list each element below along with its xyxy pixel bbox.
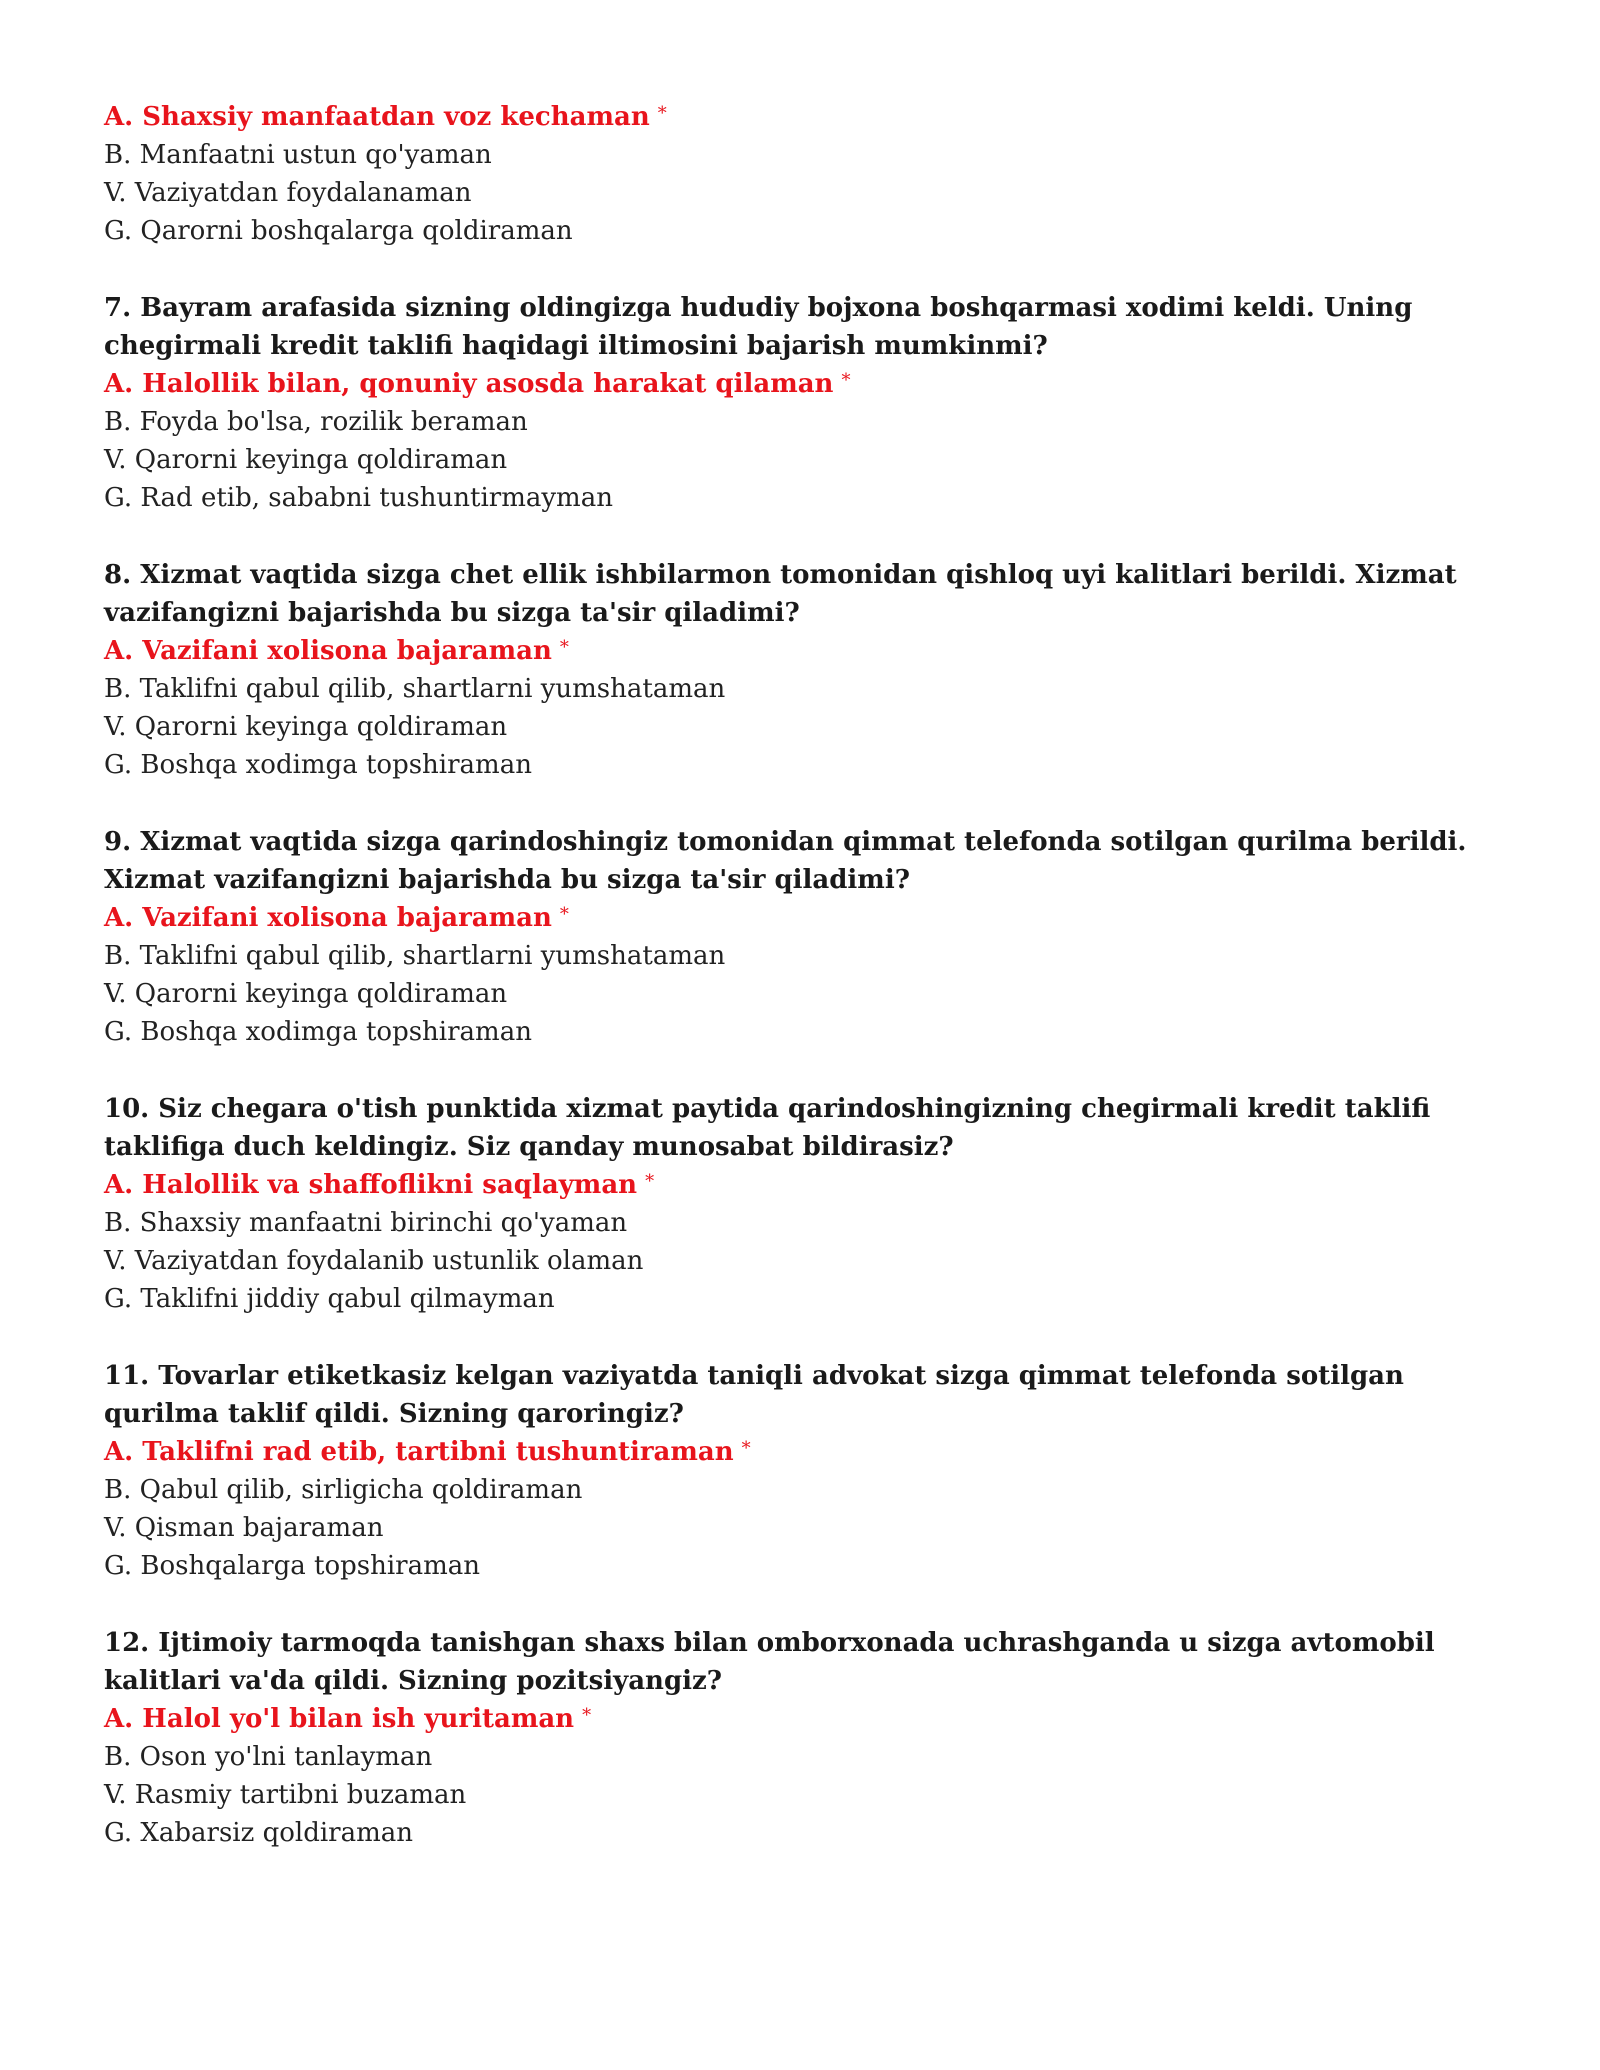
document-page [104,98,1514,1891]
correct-marker: * [645,1171,655,1192]
question-block-8 [104,556,1514,784]
correct-marker: * [841,370,851,391]
correct-answer: A. Taklifni rad etib, tartibni tushuntiraman * [104,1437,751,1467]
question-text: 10. Siz chegara o'tish punktida xizmat paytida qarindoshingizning chegirmali kredit taklifi taklifiga duch keldingiz. Siz qanday munosabat bildirasiz? [104,1094,1431,1162]
question-text: 12. Ijtimoiy tarmoqda tanishgan shaxs bilan omborxonada uchrashganda u sizga avtomobil kalitlari va'da qildi. Sizning pozitsiyangiz? [104,1628,1435,1696]
correct-answer: A. Vazifani xolisona bajaraman * [104,636,569,666]
answer-option: G. Xabarsiz qoldiraman [104,1818,413,1848]
answer-option: B. Shaxsiy manfaatni birinchi qo'yaman [104,1208,628,1238]
correct-answer: A. Shaxsiy manfaatdan voz kechaman * [104,102,667,132]
correct-answer: A. Halollik va shaffoflikni saqlayman * [104,1170,655,1200]
correct-answer: A. Halollik bilan, qonuniy asosda harakat qilaman * [104,369,851,399]
answer-option: V. Rasmiy tartibni buzaman [104,1780,467,1810]
question-block-7 [104,289,1514,517]
question-text: 8. Xizmat vaqtida sizga chet ellik ishbilarmon tomonidan qishloq uyi kalitlari berildi. Xizmat vazifangizni bajarishda bu sizga ta'sir qiladimi? [104,560,1457,628]
answer-option: B. Taklifni qabul qilib, shartlarni yumshataman [104,941,726,971]
answer-option: B. Manfaatni ustun qo'yaman [104,140,492,170]
question-block-11 [104,1357,1514,1585]
correct-marker: * [559,637,569,658]
answer-option: V. Qarorni keyinga qoldiraman [104,445,508,475]
correct-marker: * [559,904,569,925]
answer-option: B. Qabul qilib, sirligicha qoldiraman [104,1475,583,1505]
question-block-6-continued [104,98,1514,250]
answer-option: G. Boshqalarga topshiraman [104,1551,480,1581]
answer-option: V. Qarorni keyinga qoldiraman [104,979,508,1009]
answer-option: B. Foyda bo'lsa, rozilik beraman [104,407,528,437]
question-text: 7. Bayram arafasida sizning oldingizga hududiy bojxona boshqarmasi xodimi keldi. Uning chegirmali kredit taklifi haqidagi iltimosini bajarish mumkinmi? [104,293,1413,361]
answer-option: G. Boshqa xodimga topshiraman [104,750,532,780]
question-block-9 [104,823,1514,1051]
correct-answer: A. Vazifani xolisona bajaraman * [104,903,569,933]
answer-option: V. Qisman bajaraman [104,1513,384,1543]
correct-marker: * [741,1438,751,1459]
question-text: 9. Xizmat vaqtida sizga qarindoshingiz tomonidan qimmat telefonda sotilgan qurilma berildi. Xizmat vazifangizni bajarishda bu sizga ta'sir qiladimi? [104,827,1467,895]
answer-option: V. Vaziyatdan foydalanaman [104,178,472,208]
correct-answer: A. Halol yo'l bilan ish yuritaman * [104,1704,592,1734]
answer-option: G. Rad etib, sababni tushuntirmayman [104,483,613,513]
answer-option: V. Qarorni keyinga qoldiraman [104,712,508,742]
answer-option: G. Qarorni boshqalarga qoldiraman [104,216,573,246]
correct-marker: * [657,103,667,124]
answer-option: B. Taklifni qabul qilib, shartlarni yumshataman [104,674,726,704]
answer-option: B. Oson yo'lni tanlayman [104,1742,433,1772]
question-block-12 [104,1624,1514,1852]
correct-marker: * [582,1705,592,1726]
answer-option: G. Boshqa xodimga topshiraman [104,1017,532,1047]
answer-option: V. Vaziyatdan foydalanib ustunlik olaman [104,1246,644,1276]
question-block-10 [104,1090,1514,1318]
question-text: 11. Tovarlar etiketkasiz kelgan vaziyatda taniqli advokat sizga qimmat telefonda sotilgan qurilma taklif qildi. Sizning qaroringiz? [104,1361,1404,1429]
answer-option: G. Taklifni jiddiy qabul qilmayman [104,1284,555,1314]
